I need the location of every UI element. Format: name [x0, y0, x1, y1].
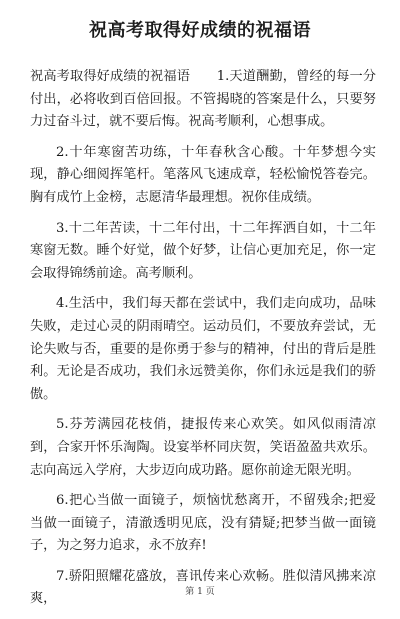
page-title: 祝高考取得好成绩的祝福语 — [89, 20, 311, 41]
paragraph-4: 4.生活中，我们每天都在尝试中，我们走向成功，品味失败，走过心灵的阴雨晴空。运动员们，不要放弃尝试，无论失败与否，重要的是你勇于参与的精神，付出的背后是胜利。无论是否成功，我们永远赞美你，你们永远是我们的骄傲。 — [30, 296, 376, 402]
paragraph-2: 2.十年寒窗苦功练，十年春秋含心酸。十年梦想今实现，静心细阅挥笔杆。笔落风飞速成章，轻松愉悦答卷完。胸有成竹上金榜，志愿清华最理想。祝你佳成绩。 — [30, 144, 376, 205]
paragraph-intro: 祝高考取得好成绩的祝福语 1.天道酬勤，曾经的每一分付出，必将收到百倍回报。不管揭晓的答案是什么，只要努力过奋斗过，就不要后悔。祝高考顺利，心想事成。 — [30, 69, 376, 130]
paragraph-5: 5.芬芳满园花枝俏，捷报传来心欢笑。如风似雨清凉到，合家开怀乐淘陶。设宴举杯同庆贺，笑语盈盈共欢乐。志向高远入学府，大步迈向成功路。愿你前途无限光明。 — [30, 417, 376, 478]
paragraph-3: 3.十二年苦读，十二年付出，十二年挥洒自如，十二年寒窗无数。睡个好觉，做个好梦，让信心更加充足，你一定会取得锦绣前途。高考顺利。 — [30, 220, 376, 281]
document-body — [30, 66, 376, 619]
paragraph-6: 6.把心当做一面镜子，烦恼忧愁离开，不留残余;把爱当做一面镜子，清澈透明见底，没有猜疑;把梦当做一面镜子，为之努力追求，永不放弃! — [30, 493, 376, 554]
paragraph-7: 7.骄阳照耀花盛放，喜讯传来心欢畅。胜似清风拂来凉爽， — [30, 568, 376, 607]
page-number: 第 1 页 — [185, 587, 215, 597]
